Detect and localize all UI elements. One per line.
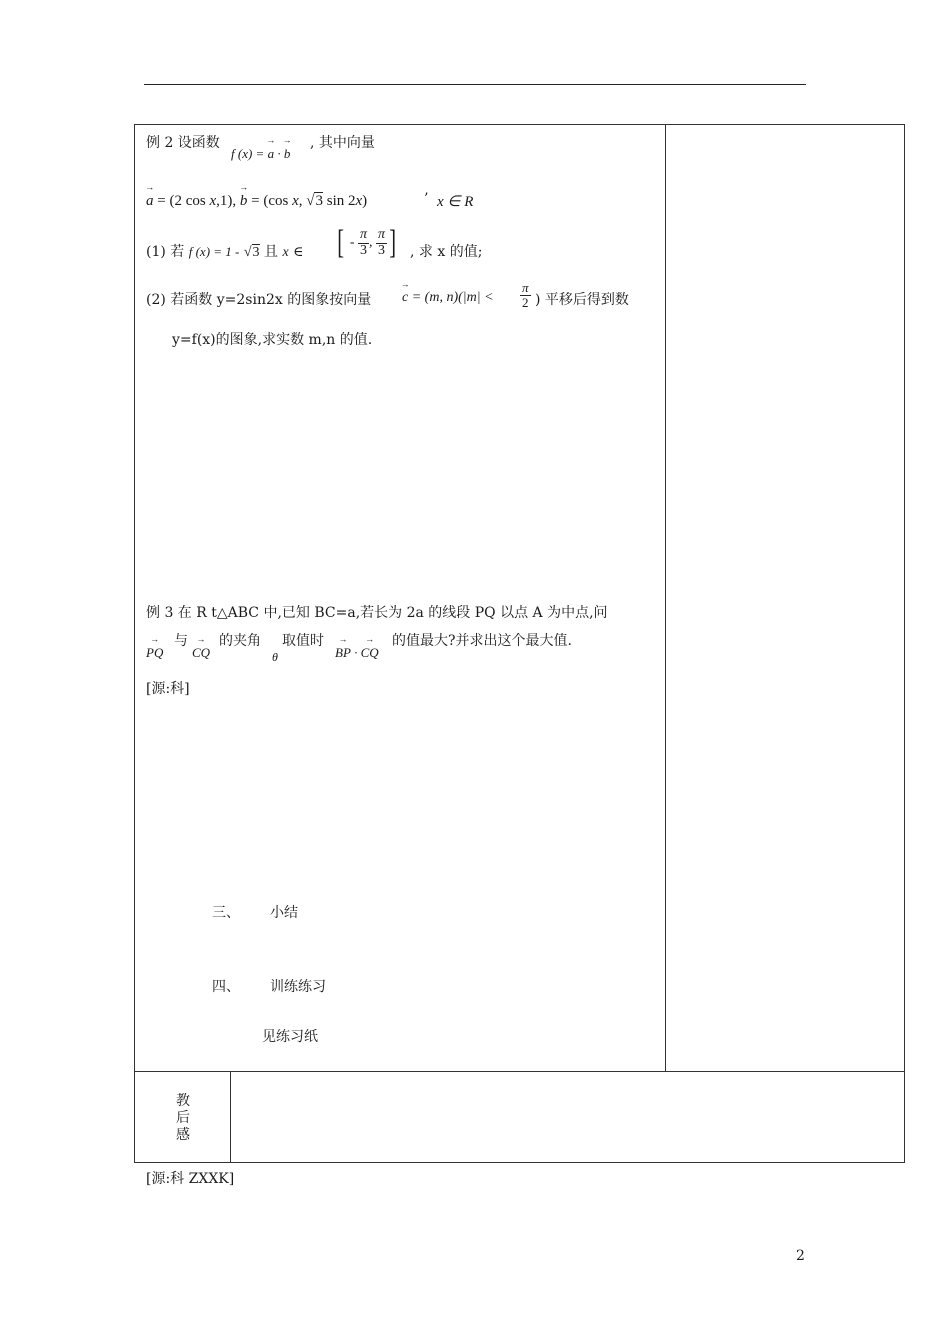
ex3-theta: θ bbox=[272, 650, 278, 664]
ex2-part2-pre: (2) 若函数 y=2sin2x 的图象按向量 bbox=[146, 292, 372, 308]
reflection-content-cell bbox=[230, 1071, 905, 1163]
ex3-product: → BP · → CQ bbox=[335, 645, 379, 661]
ex2-function-def: f (x) = → a · → b bbox=[231, 146, 290, 162]
ex3-line1: 例 3 在 R t△ABC 中,已知 BC=a,若长为 2a 的线段 PQ 以点 A 为中点,问 bbox=[146, 605, 608, 621]
ex3-angle: 的夹角 bbox=[219, 633, 261, 649]
section-4-label: 训练练习 bbox=[270, 979, 326, 995]
ex2-part1-tail: , 求 x 的值; bbox=[410, 244, 483, 260]
ex2-part1: (1) 若 f (x) = 1 - √3 且 x ∈ bbox=[146, 244, 304, 260]
header-rule bbox=[144, 84, 806, 85]
reflection-char-3: 感 bbox=[176, 1127, 190, 1143]
section-4-number: 四、 bbox=[212, 979, 240, 995]
ex2-part2-tail: ) 平移后得到数 bbox=[535, 292, 629, 308]
ex2-domain: x ∈ R bbox=[437, 194, 474, 210]
ex3-with: 与 bbox=[174, 633, 188, 649]
ex3-source: [源:科] bbox=[146, 681, 190, 697]
notes-cell bbox=[665, 124, 905, 1072]
footer-source: [源:科 ZXXK] bbox=[146, 1171, 235, 1187]
page-number: 2 bbox=[796, 1248, 805, 1264]
ex3-vec-pq: → PQ bbox=[146, 645, 163, 661]
reflection-char-1: 教 bbox=[176, 1093, 190, 1109]
ex2-vector-def: → a = (2 cos x,1), → b = (cos x, √3 sin 2x) bbox=[146, 193, 367, 210]
section-3-number: 三、 bbox=[212, 905, 240, 921]
reflection-char-2: 后 bbox=[176, 1110, 190, 1126]
section-3-label: 小结 bbox=[270, 905, 298, 921]
ex2-suffix: , 其中向量 bbox=[310, 135, 375, 151]
content-cell bbox=[134, 124, 666, 1072]
ex2-part2-line2: y=f(x)的图象,求实数 m,n 的值. bbox=[172, 332, 373, 348]
ex2-title-line bbox=[146, 132, 220, 152]
ex3-when: 取值时 bbox=[282, 633, 324, 649]
section-4-note: 见练习纸 bbox=[262, 1029, 318, 1045]
ex2-pi-half: $\frac{\pi}{2}$ bbox=[522, 280, 529, 310]
ex3-vec-cq: → CQ bbox=[192, 645, 210, 661]
ex2-title: 例 2 设函数 bbox=[146, 135, 220, 151]
ex2-interval: [ - $\frac{\pi}{3}$ , $\frac{\pi}{3}$ ] bbox=[337, 224, 397, 261]
ex2-vector-c: → c = (m, n)(|m| < bbox=[402, 290, 494, 306]
ex3-tail: 的值最大?并求出这个最大值. bbox=[392, 633, 572, 649]
